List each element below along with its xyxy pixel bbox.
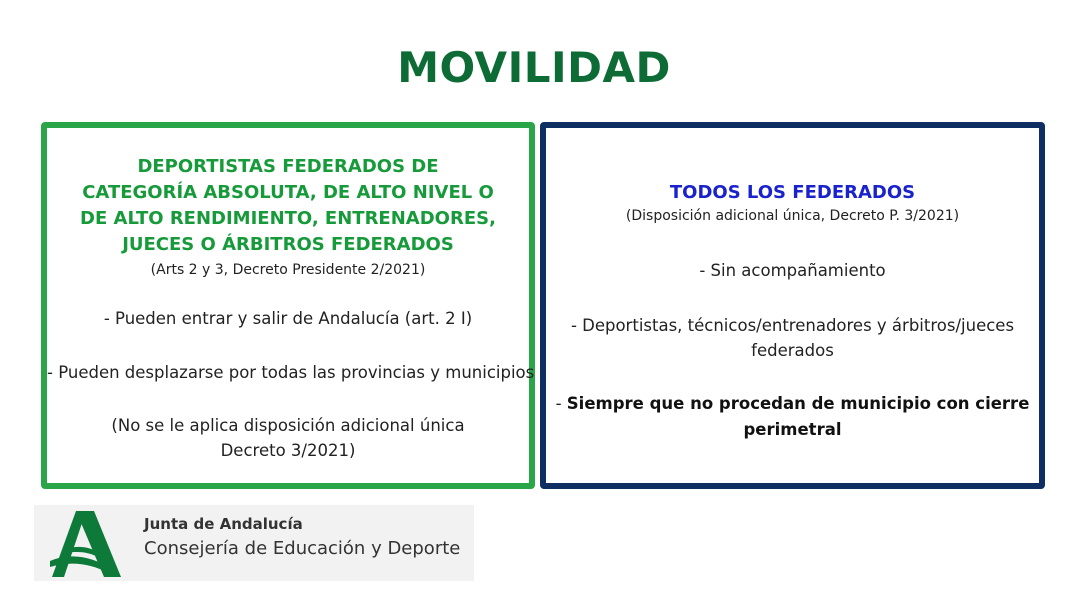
footer-logo-bar	[34, 505, 474, 581]
legal-reference: (Arts 2 y 3, Decreto Presidente 2/2021)	[150, 262, 426, 278]
rule-travel-provinces: - Pueden desplazarse por todas las provincias y municipios	[47, 363, 535, 382]
panel-elite-athletes	[41, 122, 535, 489]
rule-no-companion: - Sin acompañamiento	[699, 261, 886, 280]
page-title: MOVILIDAD	[397, 43, 671, 92]
panel-heading: DEPORTISTAS FEDERADOS DE CATEGORÍA ABSOLUTA, DE ALTO NIVEL O DE ALTO RENDIMIENTO, ENTRENADORES, JUECES O ÁRBITROS FEDERADOS	[80, 156, 496, 255]
rule-entry-exit: - Pueden entrar y salir de Andalucía (art. 2 I)	[103, 309, 473, 328]
rule-who-applies: - Deportistas, técnicos/entrenadores y árbitros/jueces federados	[570, 316, 1015, 360]
org-name: Junta de Andalucía	[144, 515, 303, 533]
panel-heading: TODOS LOS FEDERADOS	[669, 182, 916, 203]
condition-text: Siempre que no procedan de municipio con cierre perimetral	[566, 394, 1030, 439]
department-name: Consejería de Educación y Deporte	[144, 538, 461, 559]
rule-condition	[548, 391, 1038, 443]
condition-prefix: -	[555, 394, 567, 413]
junta-andalucia-logo-icon	[46, 509, 126, 579]
panel-all-federated	[540, 122, 1045, 489]
note-not-applicable: (No se le aplica disposición adicional única Decreto 3/2021)	[111, 416, 465, 460]
legal-reference: (Disposición adicional única, Decreto P. 3/2021)	[625, 208, 960, 224]
